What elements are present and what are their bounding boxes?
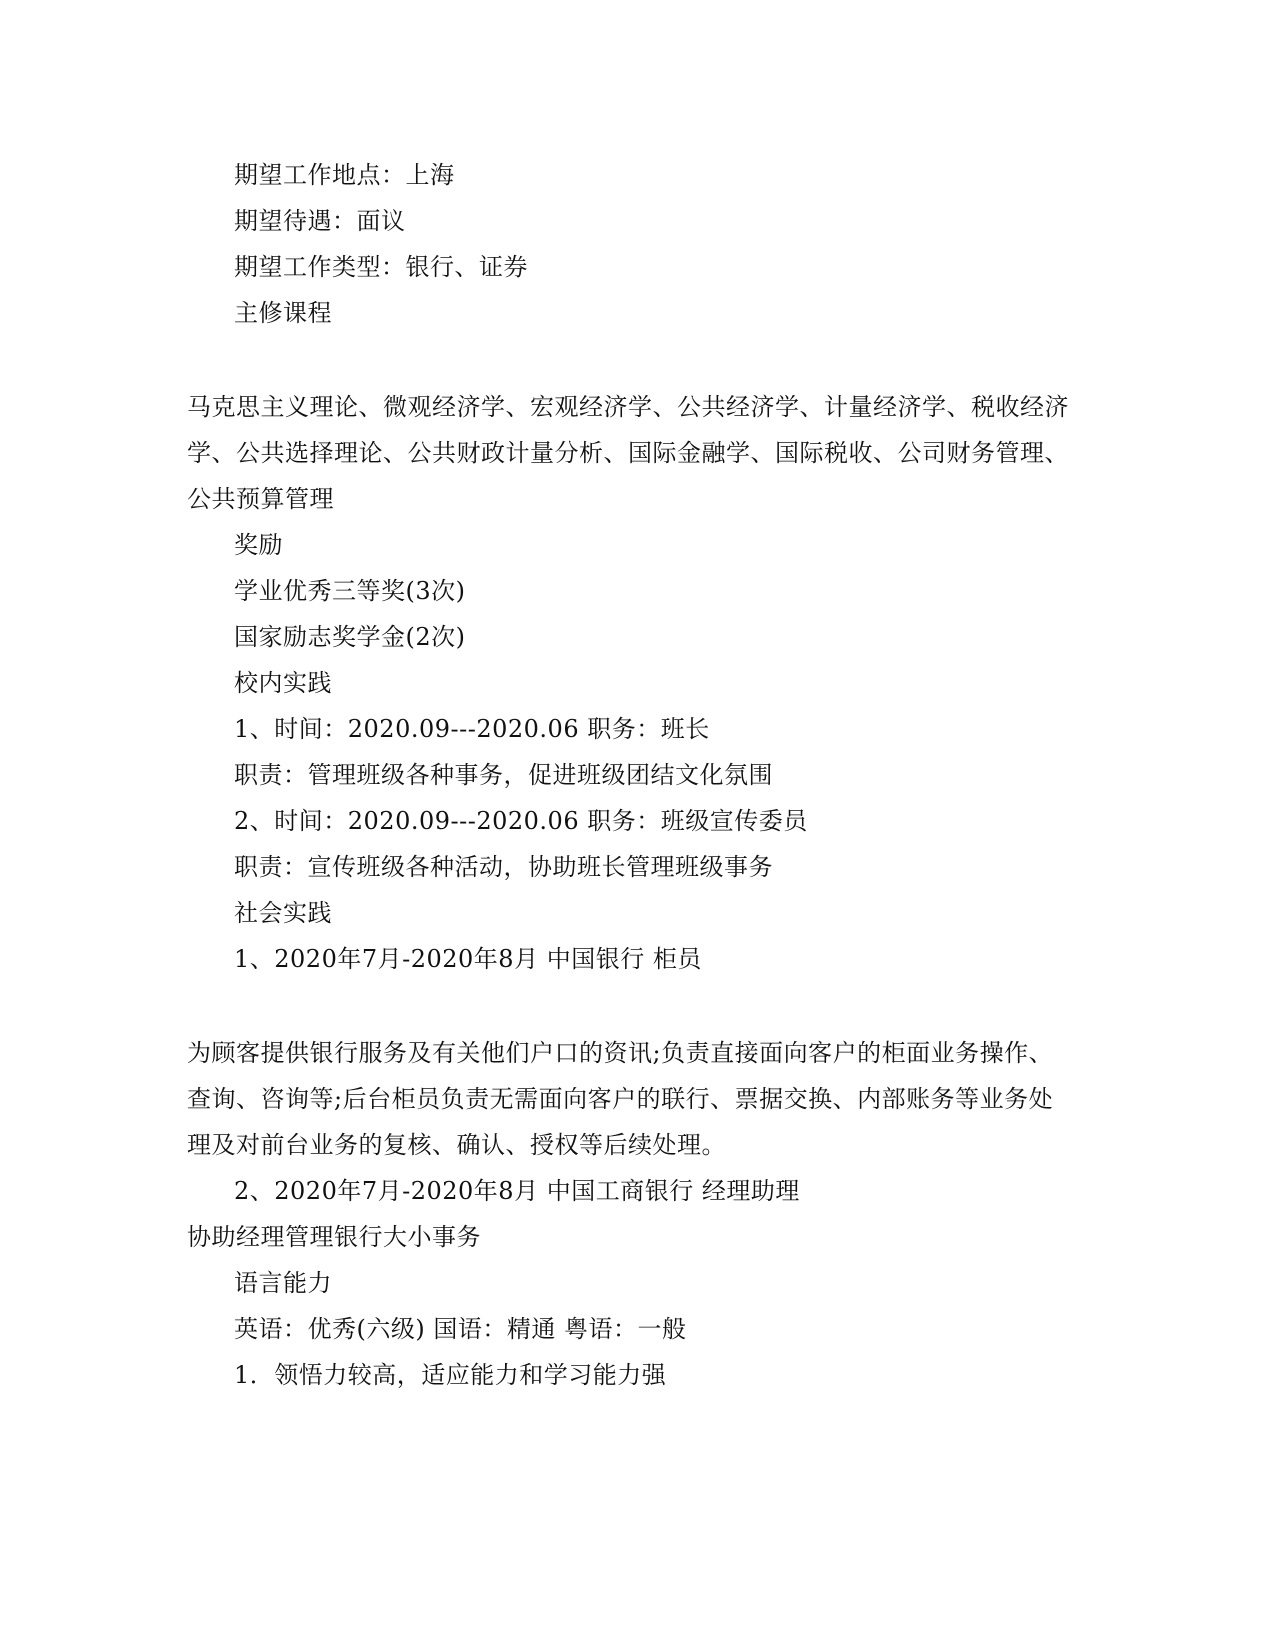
- self-evaluation-item: 1．领悟力较高，适应能力和学习能力强: [234, 1361, 667, 1389]
- courses-text-line: 马克思主义理论、微观经济学、宏观经济学、公共经济学、计量经济学、税收经济: [187, 393, 1069, 421]
- language-heading: 语言能力: [234, 1269, 332, 1297]
- language-text: 英语：优秀(六级) 国语：精通 粤语：一般: [234, 1315, 687, 1343]
- award-item: 国家励志奖学金(2次): [234, 623, 466, 651]
- social-practice-title: 1、2020年7月-2020年8月 中国银行 柜员: [234, 945, 702, 973]
- campus-practice-heading: 校内实践: [234, 669, 332, 697]
- expected-salary: 期望待遇：面议: [234, 207, 406, 235]
- award-item: 学业优秀三等奖(3次): [234, 577, 466, 605]
- campus-practice-item: 2、时间：2020.09---2020.06 职务：班级宣传委员: [234, 807, 808, 835]
- expected-location: 期望工作地点：上海: [234, 161, 455, 189]
- campus-practice-item: 1、时间：2020.09---2020.06 职务：班长: [234, 715, 710, 743]
- social-practice-desc-line: 查询、咨询等;后台柜员负责无需面向客户的联行、票据交换、内部账务等业务处: [187, 1085, 1054, 1113]
- campus-practice-item: 职责：宣传班级各种活动，协助班长管理班级事务: [234, 853, 773, 881]
- social-practice-title: 2、2020年7月-2020年8月 中国工商银行 经理助理: [234, 1177, 800, 1205]
- awards-heading: 奖励: [234, 531, 283, 559]
- courses-text-line: 学、公共选择理论、公共财政计量分析、国际金融学、国际税收、公司财务管理、: [187, 439, 1069, 467]
- campus-practice-item: 职责：管理班级各种事务，促进班级团结文化氛围: [234, 761, 773, 789]
- social-practice-desc-line: 理及对前台业务的复核、确认、授权等后续处理。: [187, 1131, 726, 1159]
- courses-heading: 主修课程: [234, 299, 332, 327]
- expected-job-type: 期望工作类型：银行、证券: [234, 253, 528, 281]
- social-practice-desc-line: 为顾客提供银行服务及有关他们户口的资讯;负责直接面向客户的柜面业务操作、: [187, 1039, 1054, 1067]
- social-practice-desc-line: 协助经理管理银行大小事务: [187, 1223, 481, 1251]
- social-practice-heading: 社会实践: [234, 899, 332, 927]
- courses-text-line: 公共预算管理: [187, 485, 334, 513]
